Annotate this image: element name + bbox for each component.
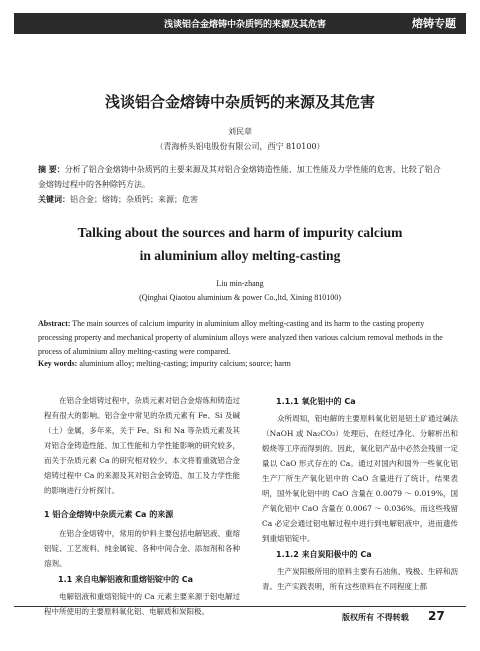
copyright-notice: 版权所有 不得转载 (342, 612, 409, 622)
chinese-abstract (38, 162, 448, 192)
chinese-keywords-label: 关键词： (38, 195, 70, 204)
chinese-affiliation: （青海桥头铝电股份有限公司，西宁 810100） (155, 142, 325, 151)
english-title (0, 221, 480, 267)
section-1-paragraph: 在铝合金熔铸中，常用的炉料主要包括电解铝液、重熔铝锭、工艺废料、纯金属锭、各种中间合金、添加剂和各种溶剂。 (44, 529, 240, 568)
running-title: 浅谈铝合金熔铸中杂质钙的来源及其危害 (164, 20, 327, 30)
chinese-keywords (38, 192, 448, 207)
english-abstract-text: The main sources of calcium impurity in aluminium alloy melting-casting and its harm to the casting property processing property and mechanical property of aluminium alloys were analyzed then various calcium removal methods in the process of aluminium alloy melting-casting were compared. (38, 319, 443, 356)
english-affiliation: (Qinghai Qiaotou aluminium & power Co.,ltd, Xining 810100) (139, 293, 341, 302)
english-keywords (38, 359, 448, 368)
section-1-1-heading: 1.1 来自电解铝液和重熔铝锭中的 Ca (58, 575, 194, 584)
english-title-line-1: Talking about the sources and harm of impurity calcium (77, 225, 403, 240)
english-abstract-label: Abstract: (38, 319, 71, 328)
footer-divider (14, 606, 466, 607)
section-1-heading: 1 铝合金熔铸中杂质元素 Ca 的来源 (44, 510, 174, 519)
chinese-keywords-text: 铝合金；熔铸；杂质钙；来源；危害 (70, 195, 198, 204)
section-1-1-2-paragraph: 生产炭阳极所用的原料主要有石油焦、残极、生碎和沥青。生产实践表明，所有这些原料在不同程度上都 (262, 567, 458, 591)
chinese-author: 刘民章 (228, 127, 252, 136)
english-keywords-label: Key words: (38, 359, 78, 368)
english-title-line-2: in aluminium alloy melting-casting (139, 248, 341, 263)
section-1-1-paragraph: 电解铝液和重熔铝锭中的 Ca 元素主要来源于铝电解过程中所使用的主要原料氧化铝、电解质和炭阳极。 (44, 592, 240, 616)
body-column-right (262, 393, 458, 594)
body-column-left (44, 393, 240, 619)
english-abstract (38, 317, 448, 359)
chinese-title: 浅谈铝合金熔铸中杂质钙的来源及其危害 (104, 93, 375, 111)
intro-paragraph: 在铝合金熔铸过程中，杂质元素对铝合金熔炼和铸造过程有很大的影响。铝合金中常见的杂质元素有 Fe、Si 及碱（土）金属，多年来，关于 Fe、Si 和 Na 等杂质元素及其对铝合金铸造性能、加工性能和力学性能影响的研究较多，而关于杂质元素 Ca 的研究相对较少。本文将着重就铝合金熔铸过程中 Ca 的来源及其对铝合金铸造、加工及力学性能的影响进行分析探讨。 (44, 396, 240, 495)
section-tag: 熔铸专题 (412, 17, 456, 30)
page-number: 27 (428, 609, 445, 623)
english-author: Liu min-zhang (216, 279, 264, 288)
chinese-abstract-text: 分析了铝合金熔铸中杂质钙的主要来源及其对铝合金熔铸造性能、加工性能及力学性能的危害，比较了铝合金熔铸过程中的各种除钙方法。 (38, 165, 441, 189)
english-keywords-text: aluminium alloy; melting-casting; impurity calcium; source; harm (77, 359, 291, 368)
section-1-1-1-paragraph: 众所周知，铝电解的主要原料氧化铝是铝土矿通过碱法（NaOH 或 Na₂CO₃）处理后，在经过净化、分解析出和煅烧等工序而得到的。因此，氧化铝产品中必然会残留一定量以 CaO 形式存在的 Ca。通过对国内和国外一些氧化铝生产厂所生产氧化铝中的 CaO 含量进行了统计，结果表明，国外氧化铝中的 CaO 含量在 0.0079 ～ 0.019%，国产氧化铝中 CaO 含量在 0.0067 ～ 0.036%。而这些残留 Ca 必定会通过铝电解过程中进行到电解铝液中，进而遗传到重熔铝锭中。 (262, 414, 458, 543)
section-1-1-2-heading: 1.1.2 来自炭阳极中的 Ca (276, 550, 372, 559)
running-header (14, 13, 466, 34)
chinese-abstract-label: 摘 要： (38, 165, 65, 174)
section-1-1-1-heading: 1.1.1 氧化铝中的 Ca (276, 397, 356, 406)
